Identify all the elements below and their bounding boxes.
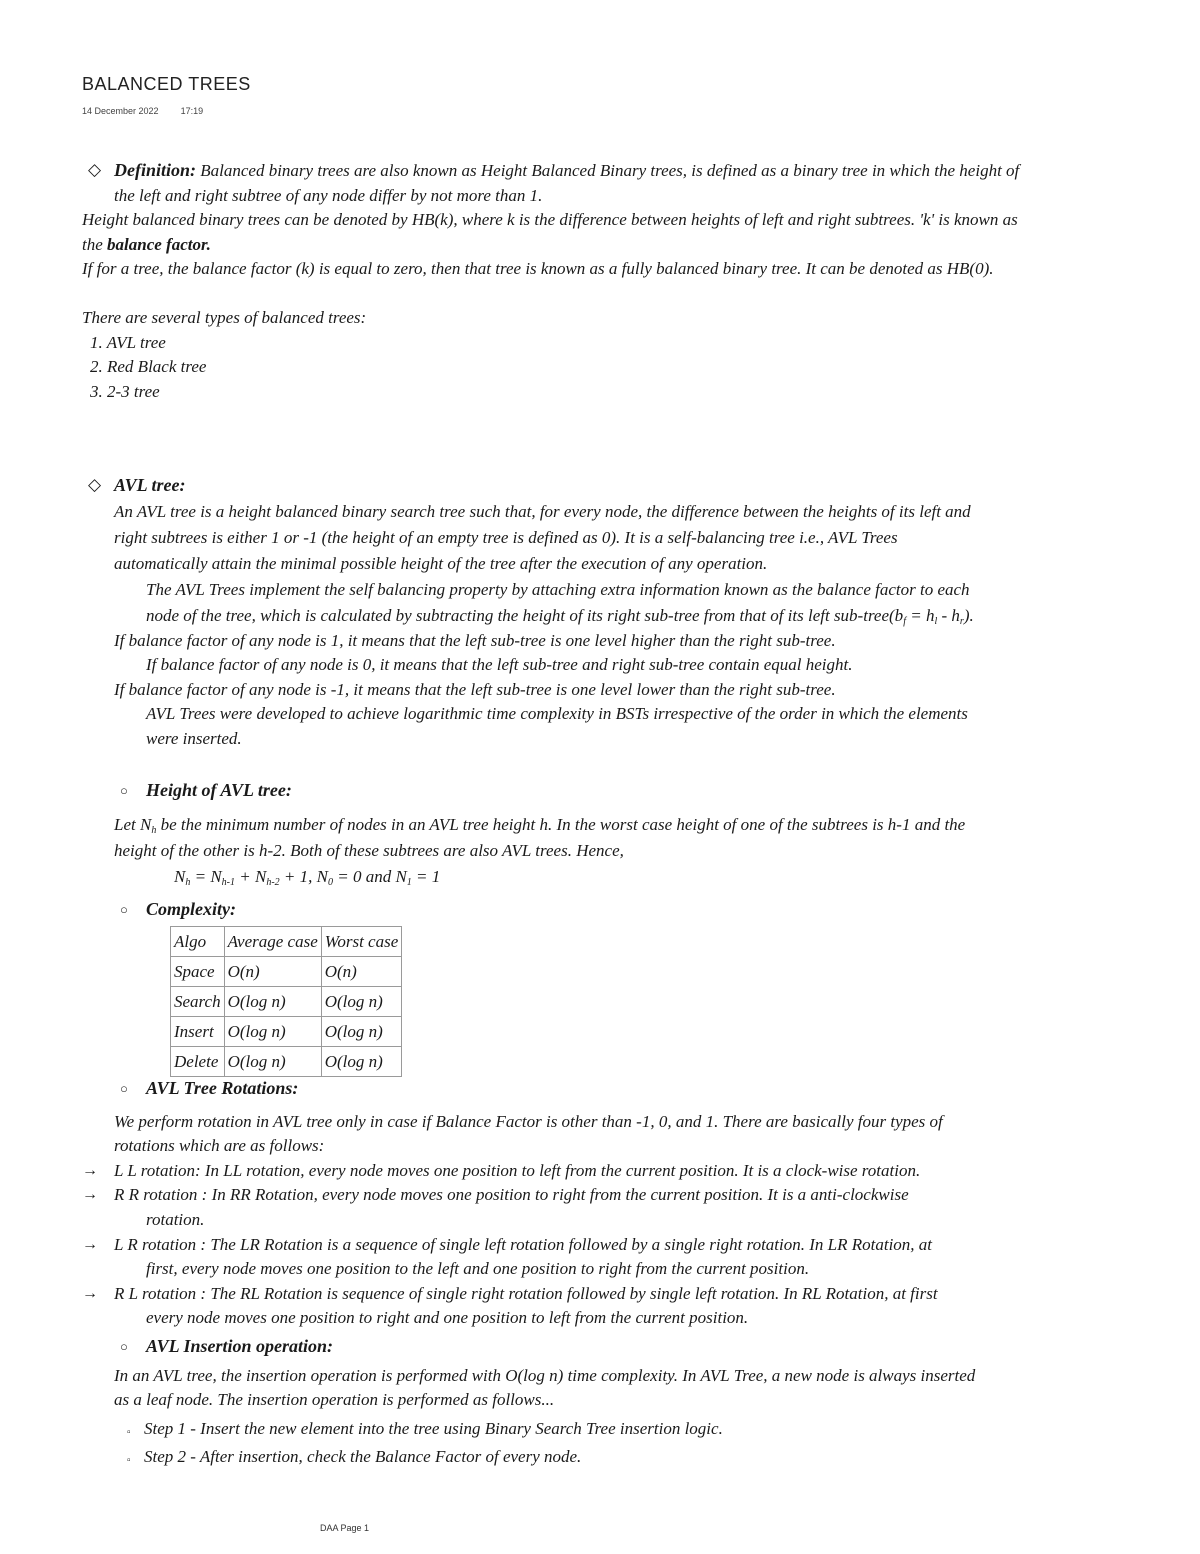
square-bullet-icon: ▫ [127, 1426, 131, 1438]
avl-text-5: node of the tree, which is calculated by subtracting the height of its right sub-tree from that of its left sub-$tree(b_f = h_l - h_r)$. [146, 605, 974, 627]
avl-section [82, 473, 974, 752]
table-cell: Insert [171, 1017, 225, 1047]
table-cell: O(n) [321, 957, 402, 987]
page-datetime [82, 106, 203, 116]
table-cell: O(log n) [321, 987, 402, 1017]
table-cell: O(log n) [321, 1047, 402, 1077]
arrow-bullet-icon: → [82, 1235, 98, 1253]
rl-rotation-text-2: every node moves one position to right and one position to left from the current position. [146, 1308, 749, 1328]
diamond-bullet-icon: ◇ [88, 475, 102, 494]
table-cell: O(log n) [224, 987, 321, 1017]
bf-zero-text: If balance factor of any node is 0, it means that the left sub-tree and right sub-tree contain equal height. [146, 655, 853, 675]
table-header-row [171, 927, 402, 957]
circle-bullet-icon: ○ [120, 902, 128, 917]
height-section [82, 778, 965, 890]
page-title: BALANCED TREES [82, 74, 251, 94]
insertion-step-2: Step 2 - After insertion, check the Balance Factor of every node. [144, 1447, 582, 1467]
insertion-text-2: as a leaf node. The insertion operation is performed as follows... [114, 1390, 555, 1410]
definition-section [82, 158, 1019, 282]
list-item [82, 1445, 975, 1470]
rr-rotation-text-1: R R rotation : In RR Rotation, every node moves one position to right from the current position. It is a anti-clockwise [114, 1185, 909, 1205]
definition-text-5: If for a tree, the balance factor (k) is equal to zero, then that tree is known as a fully balanced binary tree. It can be denoted as HB(0). [82, 259, 994, 279]
list-item [82, 1233, 943, 1282]
circle-bullet-icon: ○ [120, 783, 128, 798]
page-date: 14 December 2022 [82, 106, 159, 116]
insertion-step-1: Step 1 - Insert the new element into the tree using Binary Search Tree insertion logic. [144, 1418, 723, 1438]
table-cell: Delete [171, 1047, 225, 1077]
table-cell: O(n) [224, 957, 321, 987]
table-cell: Space [171, 957, 225, 987]
height-text-1: Let $N_h$ be the minimum number of nodes in an AVL tree height h. In the worst case height of one of the subtrees is h-1 and the [114, 814, 966, 836]
lr-rotation-text-1: L R rotation : The LR Rotation is a sequence of single left rotation followed by a single right rotation. In LR Rotation, at [114, 1234, 933, 1254]
height-formula: $N_h = N_{h-1} + N_{h-2} + 1$, $N_0 = 0$ and $N_1 = 1$ [174, 866, 441, 888]
table-header-cell: Average case [224, 927, 321, 957]
definition-heading: Definition: [114, 160, 197, 180]
avl-text-1: An AVL tree is a height balanced binary search tree such that, for every node, the difference between the heights of its left and [114, 501, 971, 521]
table-header-cell: Worst case [321, 927, 402, 957]
table-cell: O(log n) [224, 1017, 321, 1047]
avl-text-3: automatically attain the minimal possible height of the tree after the execution of any operation. [114, 553, 768, 573]
definition-text-3: Height balanced binary trees can be denoted by HB(k), where k is the difference between heights of left and right subtrees. 'k' is known as [82, 210, 1018, 230]
list-item: 2. Red Black tree [90, 357, 207, 377]
complexity-heading: Complexity: [146, 899, 236, 919]
rotations-heading: AVL Tree Rotations: [146, 1078, 299, 1098]
insertion-heading: AVL Insertion operation: [146, 1336, 334, 1356]
list-item: 1. AVL tree [90, 332, 166, 352]
rotations-intro-1: We perform rotation in AVL tree only in case if Balance Factor is other than -1, 0, and 1. There are basically four types of [114, 1111, 943, 1131]
rr-rotation-text-2: rotation. [146, 1209, 205, 1229]
avl-dev-text-2: were inserted. [146, 728, 242, 748]
list-item: 3. 2-3 tree [90, 381, 160, 401]
complexity-heading-row [82, 897, 236, 923]
height-text-2: height of the other is h-2. Both of these subtrees are also AVL trees. Hence, [114, 840, 624, 860]
definition-text-1: Balanced binary trees are also known as Height Balanced Binary trees, is defined as a binary tree in which the height of [196, 161, 1020, 180]
table-row [171, 957, 402, 987]
list-item [82, 1282, 943, 1331]
avl-text-4: The AVL Trees implement the self balancing property by attaching extra information known as the balance factor to each [146, 579, 970, 599]
height-heading: Height of AVL tree: [146, 780, 292, 800]
balance-factor-term: balance factor. [107, 234, 211, 254]
rotations-intro-2: rotations which are as follows: [114, 1136, 325, 1156]
list-item [82, 1183, 943, 1232]
table-row [171, 987, 402, 1017]
circle-bullet-icon: ○ [120, 1081, 128, 1096]
types-section [82, 306, 366, 404]
bf-negative-text: If balance factor of any node is -1, it means that the left sub-tree is one level lower than the right sub-tree. [114, 679, 836, 699]
page-footer: DAA Page 1 [320, 1523, 370, 1533]
types-intro: There are several types of balanced trees: [82, 308, 367, 327]
insertion-section [82, 1334, 975, 1470]
lr-rotation-text-2: first, every node moves one position to the left and one position to right from the current position. [146, 1259, 810, 1279]
arrow-bullet-icon: → [82, 1161, 98, 1179]
square-bullet-icon: ▫ [127, 1455, 131, 1467]
ll-rotation-text: L L rotation: In LL rotation, every node moves one position to left from the current position. It is a clock-wise rotation. [114, 1160, 921, 1180]
avl-dev-text-1: AVL Trees were developed to achieve logarithmic time complexity in BSTs irrespective of the order in which the elements [146, 704, 968, 724]
arrow-bullet-icon: → [82, 1284, 98, 1302]
table-cell: O(log n) [321, 1017, 402, 1047]
avl-heading: AVL tree: [114, 475, 186, 495]
rotations-section [82, 1076, 943, 1331]
list-item [82, 1159, 943, 1184]
table-row [171, 1047, 402, 1077]
table-header-cell: Algo [171, 927, 225, 957]
avl-text-2: right subtrees is either 1 or -1 (the height of an empty tree is defined as 0). It is a self-balancing tree i.e., AVL Trees [114, 527, 898, 547]
definition-text-2: the left and right subtree of any node differ by not more than 1. [114, 185, 543, 205]
circle-bullet-icon: ○ [120, 1339, 128, 1354]
table-cell: Search [171, 987, 225, 1017]
insertion-text-1: In an AVL tree, the insertion operation is performed with O(log n) time complexity. In AVL Tree, a new node is always inserted [114, 1365, 976, 1385]
definition-text-4: the [82, 234, 108, 254]
table-cell: O(log n) [224, 1047, 321, 1077]
table-row [171, 1017, 402, 1047]
bf-positive-text: If balance factor of any node is 1, it means that the left sub-tree is one level higher than the right sub-tree. [114, 630, 836, 650]
list-item [82, 1417, 975, 1442]
arrow-bullet-icon: → [82, 1186, 98, 1204]
rl-rotation-text-1: R L rotation : The RL Rotation is sequence of single right rotation followed by single left rotation. In RL Rotation, at first [114, 1283, 938, 1303]
page-time: 17:19 [180, 106, 204, 116]
complexity-table [170, 926, 402, 1077]
diamond-bullet-icon: ◇ [88, 160, 102, 179]
